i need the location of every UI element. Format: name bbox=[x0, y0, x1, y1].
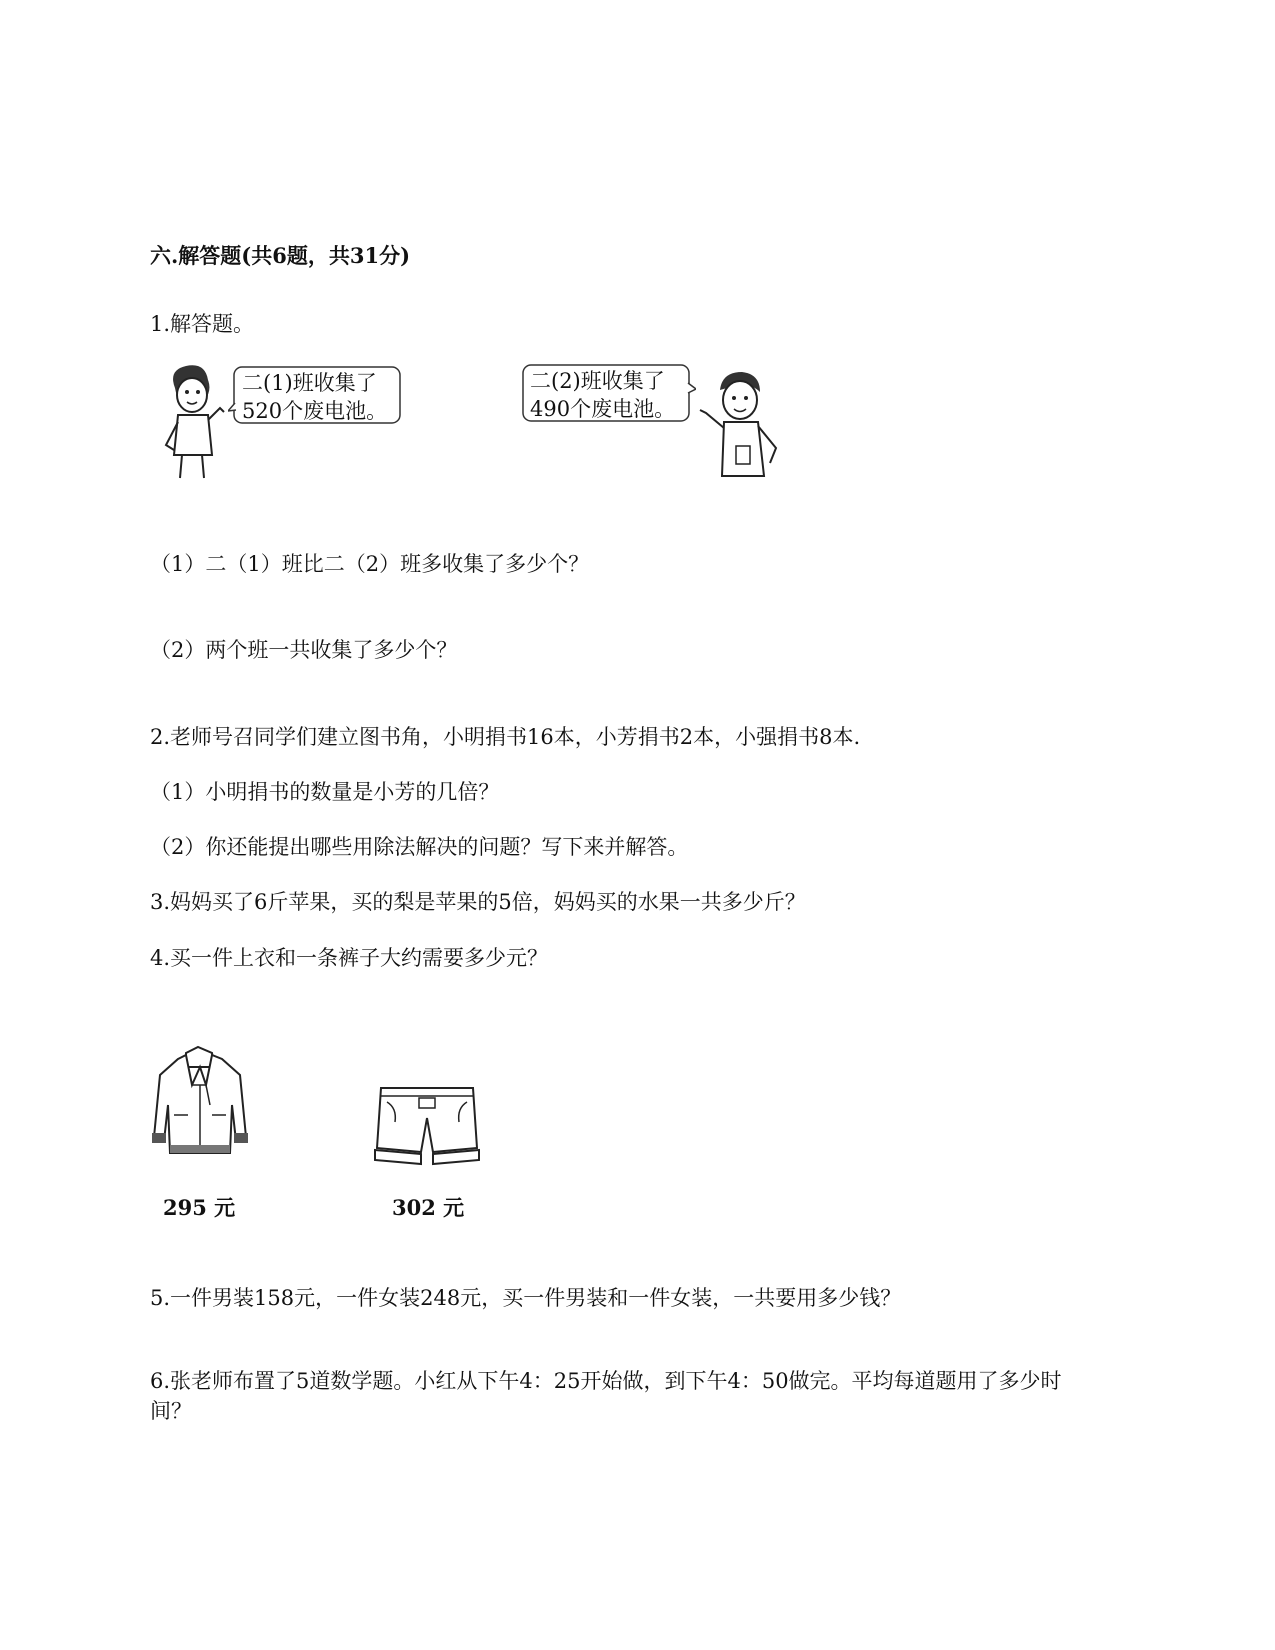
question-3-title: 3.妈妈买了6斤苹果，买的梨是苹果的5倍，妈妈买的水果一共多少斤？ bbox=[150, 890, 806, 914]
question-2-sub-1: （1）小明捐书的数量是小芳的几倍？ bbox=[150, 780, 500, 804]
boy-left-illustration bbox=[160, 360, 230, 480]
question-5-title: 5.一件男装158元，一件女装248元，买一件男装和一件女装，一共要用多少钱？ bbox=[150, 1286, 902, 1310]
bubble-right-line-2: 490个废电池。 bbox=[530, 397, 676, 421]
question-4-title: 4.买一件上衣和一条裤子大约需要多少元？ bbox=[150, 946, 549, 970]
shorts-price: 302 元 bbox=[392, 1195, 465, 1220]
shorts-illustration bbox=[373, 1082, 481, 1170]
question-2-sub-2: （2）你还能提出哪些用除法解决的问题？写下来并解答。 bbox=[150, 835, 689, 859]
boy-right-illustration bbox=[698, 368, 788, 480]
question-2-title: 2.老师号召同学们建立图书角，小明捐书16本，小芳捐书2本，小强捐书8本. bbox=[150, 725, 861, 749]
question-1-title: 1.解答题。 bbox=[150, 312, 255, 336]
bubble-left-line-2: 520个废电池。 bbox=[242, 399, 388, 423]
question-1-sub-1: （1）二（1）班比二（2）班多收集了多少个？ bbox=[150, 552, 590, 576]
bubble-right-line-1: 二(2)班收集了 bbox=[530, 369, 665, 393]
jacket-illustration bbox=[148, 1045, 252, 1163]
section-title: 六.解答题(共6题，共31分) bbox=[150, 243, 411, 268]
question-1-sub-2: （2）两个班一共收集了多少个？ bbox=[150, 638, 458, 662]
question-6-title: 6.张老师布置了5道数学题。小红从下午4：25开始做，到下午4：50做完。平均每道题用了多少时间？ bbox=[150, 1369, 1062, 1423]
bubble-left-line-1: 二(1)班收集了 bbox=[242, 371, 377, 395]
jacket-price: 295 元 bbox=[163, 1195, 236, 1220]
